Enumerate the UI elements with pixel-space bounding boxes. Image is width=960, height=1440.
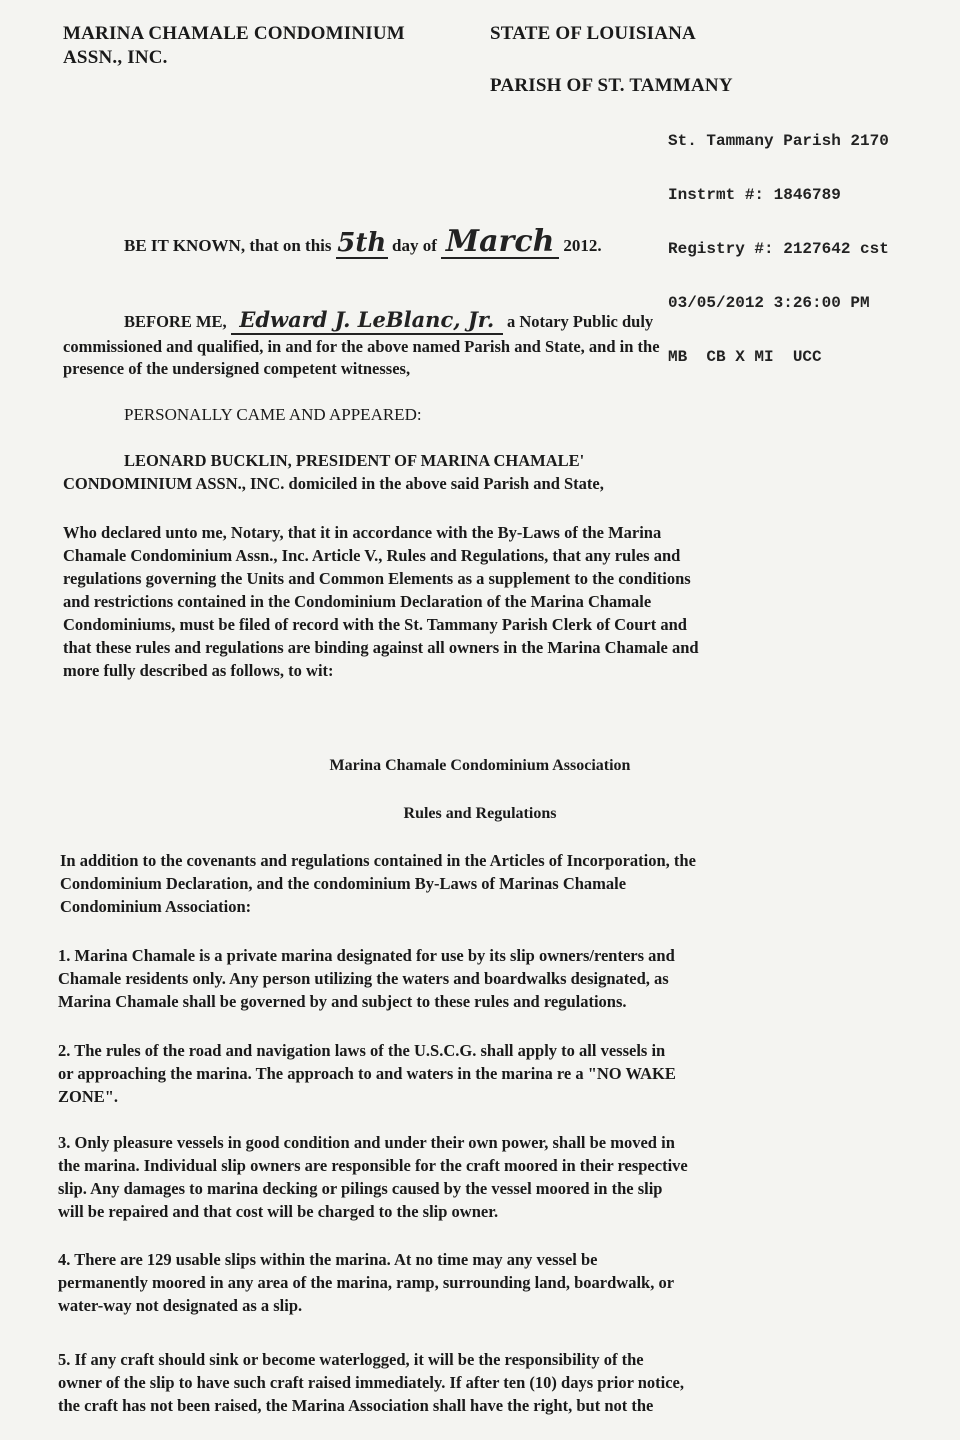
section-title: Marina Chamale Condominium Association <box>329 757 631 774</box>
rule-line: the craft has not been raised, the Marina Association shall have the right, but not the <box>58 1396 654 1415</box>
rule-3 <box>58 1131 688 1223</box>
rule-1 <box>58 944 675 1013</box>
rule-line: the marina. Individual slip owners are responsible for the craft moored in their respective <box>58 1156 688 1175</box>
be-it-known-line <box>124 224 602 259</box>
rule-line: 1. Marina Chamale is a private marina designated for use by its slip owners/renters and <box>58 946 675 965</box>
month-value: March <box>445 224 555 259</box>
rule-line: will be repaired and that cost will be charged to the slip owner. <box>58 1202 499 1221</box>
section-subtitle: Rules and Regulations <box>403 805 557 822</box>
rule-line: permanently moored in any area of the marina, ramp, surrounding land, boardwalk, or <box>58 1273 675 1292</box>
rule-line: Chamale residents only. Any person utilizing the waters and boardwalks designated, as <box>58 969 669 988</box>
paragraph-line: more fully described as follows, to wit: <box>63 661 334 680</box>
rule-4 <box>58 1248 674 1317</box>
association-name-line2: ASSN., INC. <box>63 47 168 68</box>
rule-line: water-way not designated as a slip. <box>58 1296 303 1315</box>
rule-line: 3. Only pleasure vessels in good condition and under their own power, shall be moved in <box>58 1133 675 1152</box>
paragraph-line: and restrictions contained in the Condominium Declaration of the Marina Chamale <box>63 592 652 611</box>
rule-line: owner of the slip to have such craft raised immediately. If after ten (10) days prior notice, <box>58 1373 685 1392</box>
rule-line: or approaching the marina. The approach to and waters in the marina re a "NO WAKE <box>58 1064 676 1083</box>
rule-line: 5. If any craft should sink or become waterlogged, it will be the responsibility of the <box>58 1350 644 1369</box>
month-field <box>441 224 559 259</box>
parish-label: PARISH OF ST. TAMMANY <box>490 75 733 96</box>
association-name-line1: MARINA CHAMALE CONDOMINIUM <box>63 23 405 44</box>
day-value: 5th <box>337 228 387 258</box>
paragraph-line: Chamale Condominium Assn., Inc. Article V., Rules and Regulations, that any rules and <box>63 546 681 565</box>
rule-line: slip. Any damages to marina decking or pilings caused by the vessel moored in the slip <box>58 1179 663 1198</box>
notary-name-signature: Edward J. LeBlanc, Jr. <box>239 307 495 332</box>
stamp-line: MB CB X MI UCC <box>668 348 822 366</box>
be-it-known-prefix: BE IT KNOWN, that on this <box>124 236 332 255</box>
recording-stamp <box>668 96 889 402</box>
declaration-paragraph <box>63 521 699 682</box>
rule-2 <box>58 1039 676 1108</box>
intro-paragraph <box>60 849 696 918</box>
before-me-suffix: a Notary Public duly <box>506 312 654 331</box>
rule-line: 4. There are 129 usable slips within the marina. At no time may any vessel be <box>58 1250 598 1269</box>
paragraph-line: Condominiums, must be filed of record with the St. Tammany Parish Clerk of Court and <box>63 615 687 634</box>
before-me-line3: presence of the undersigned competent witnesses, <box>63 359 411 378</box>
paragraph-line: Who declared unto me, Notary, that it in accordance with the By-Laws of the Marina <box>63 523 662 542</box>
stamp-line: 03/05/2012 3:26:00 PM <box>668 294 870 312</box>
appearer-line1: LEONARD BUCKLIN, PRESIDENT OF MARINA CHAMALE' <box>124 451 585 470</box>
paragraph-line: Condominium Association: <box>60 897 252 916</box>
paragraph-line: that these rules and regulations are binding against all owners in the Marina Chamale and <box>63 638 699 657</box>
before-me-line2: commissioned and qualified, in and for the above named Parish and State, and in the <box>63 337 660 356</box>
notary-name-field <box>231 308 503 335</box>
stamp-line: Instrmt #: 1846789 <box>668 186 841 204</box>
rule-line: ZONE". <box>58 1087 119 1106</box>
rule-5 <box>58 1348 684 1417</box>
state-label: STATE OF LOUISIANA <box>490 23 696 44</box>
year-value: 2012. <box>563 236 602 255</box>
before-me-line <box>124 308 653 335</box>
appearer-line2: CONDOMINIUM ASSN., INC. domiciled in the above said Parish and State, <box>63 474 604 493</box>
paragraph-line: regulations governing the Units and Common Elements as a supplement to the conditions <box>63 569 691 588</box>
paragraph-line: In addition to the covenants and regulations contained in the Articles of Incorporation, the <box>60 851 696 870</box>
personally-appeared: PERSONALLY CAME AND APPEARED: <box>124 405 422 424</box>
stamp-line: St. Tammany Parish 2170 <box>668 132 889 150</box>
association-name <box>63 22 405 70</box>
rule-line: 2. The rules of the road and navigation laws of the U.S.C.G. shall apply to all vessels in <box>58 1041 666 1060</box>
before-me-prefix: BEFORE ME, <box>124 312 227 331</box>
day-field <box>336 228 388 259</box>
day-of-label: day of <box>392 236 437 255</box>
paragraph-line: Condominium Declaration, and the condominium By-Laws of Marinas Chamale <box>60 874 627 893</box>
rule-line: Marina Chamale shall be governed by and subject to these rules and regulations. <box>58 992 627 1011</box>
stamp-line: Registry #: 2127642 cst <box>668 240 889 258</box>
